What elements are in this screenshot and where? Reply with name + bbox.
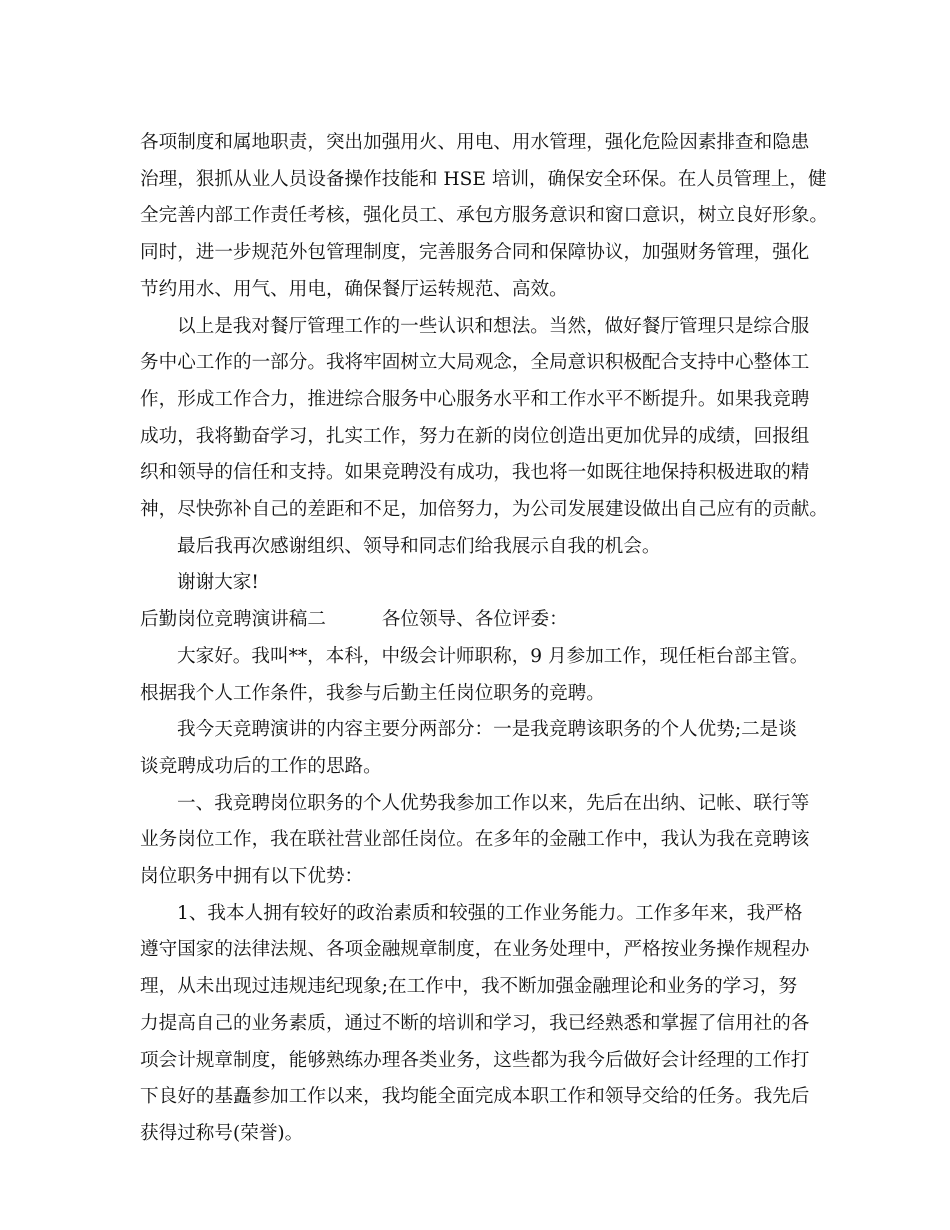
- text-line: 1、我本人拥有较好的政治素质和较强的工作业务能力。工作多年来，我严格: [177, 903, 803, 924]
- text-line: 获得过称号(荣誉)。: [140, 1123, 304, 1144]
- text-line: 各项制度和属地职责，突出加强用火、用电、用水管理，强化危险因素排查和隐患: [140, 132, 810, 153]
- text-line: 一、我竞聘岗位职务的个人优势我参加工作以来，先后在出纳、记帐、联行等: [177, 793, 810, 814]
- text-line: 以上是我对餐厅管理工作的一些认识和想法。当然，做好餐厅管理只是综合服: [177, 316, 810, 337]
- text-line: 务中心工作的一部分。我将牢固树立大局观念，全局意识积极配合支持中心整体工: [140, 352, 810, 373]
- text-line: 我今天竞聘演讲的内容主要分两部分：一是我竞聘该职务的个人优势;二是谈: [177, 719, 797, 740]
- text-line: 大家好。我叫**，本科，中级会计师职称，9 月参加工作，现任柜台部主管。: [177, 646, 809, 667]
- text-line: 业务岗位工作，我在联社营业部任岗位。在多年的金融工作中，我认为我在竞聘该: [140, 829, 810, 850]
- text-line: 作，形成工作合力，推进综合服务中心服务水平和工作水平不断提升。如果我竞聘: [140, 389, 810, 410]
- text-line: 织和领导的信任和支持。如果竞聘没有成功，我也将一如既往地保持积极进取的精: [140, 462, 810, 483]
- text-line: 谈竞聘成功后的工作的思路。: [140, 756, 382, 777]
- text-line: 遵守国家的法律法规、各项金融规章制度，在业务处理中，严格按业务操作规程办: [140, 939, 810, 960]
- text-line: 项会计规章制度，能够熟练办理各类业务，这些都为我今后做好会计经理的工作打: [140, 1050, 810, 1071]
- text-line: 节约用水、用气、用电，确保餐厅运转规范、高效。: [140, 279, 568, 300]
- text-line: 力提高自己的业务素质，通过不断的培训和学习，我已经熟悉和掌握了信用社的各: [140, 1013, 810, 1034]
- text-line: 理，从未出现过违规违纪现象;在工作中，我不断加强金融理论和业务的学习，努: [140, 976, 798, 997]
- text-line: 最后我再次感谢组织、领导和同志们给我展示自我的机会。: [177, 536, 661, 557]
- text-line: 同时，进一步规范外包管理制度，完善服务合同和保障协议，加强财务管理，强化: [140, 242, 810, 263]
- text-line: 岗位职务中拥有以下优势：: [140, 866, 364, 887]
- text-line: 治理，狠抓从业人员设备操作技能和 HSE 培训，确保安全环保。在人员管理上，健: [140, 169, 827, 190]
- text-line: 根据我个人工作条件，我参与后勤主任岗位职务的竞聘。: [140, 683, 605, 704]
- text-line: 全完善内部工作责任考核，强化员工、承包方服务意识和窗口意识，树立良好形象。: [140, 205, 828, 226]
- text-line: 下良好的基矗参加工作以来，我均能全面完成本职工作和领导交给的任务。我先后: [140, 1086, 810, 1107]
- text-line: 神，尽快弥补自己的差距和不足，加倍努力，为公司发展建设做出自己应有的贡献。: [140, 499, 828, 520]
- text-line: 成功，我将勤奋学习，扎实工作，努力在新的岗位创造出更加优异的成绩，回报组: [140, 426, 810, 447]
- text-line: 后勤岗位竞聘演讲稿二 各位领导、各位评委：: [140, 609, 568, 630]
- text-line: 谢谢大家!: [177, 572, 259, 593]
